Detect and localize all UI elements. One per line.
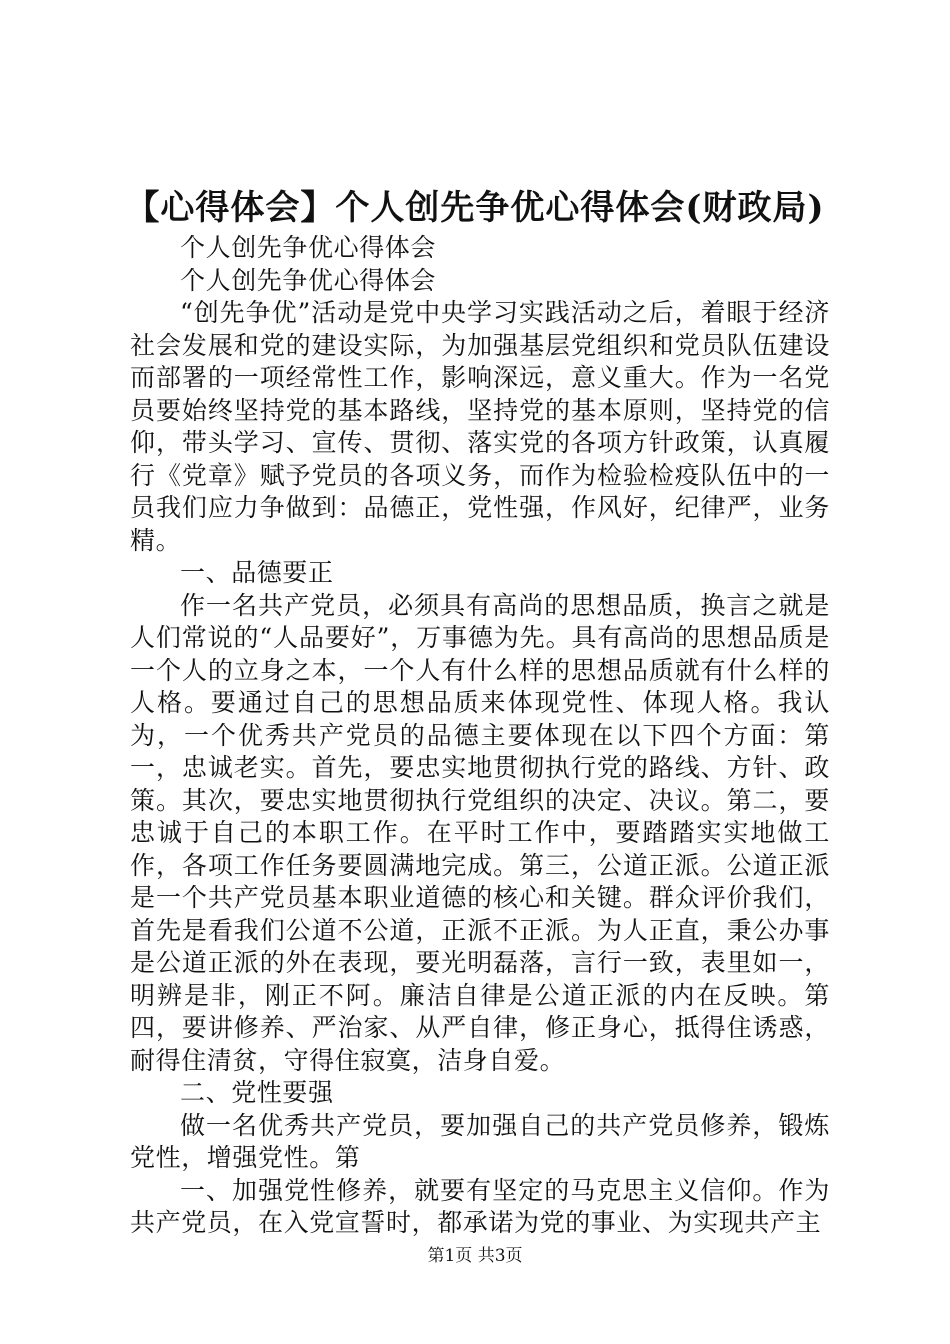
subtitle-paragraph: 个人创先争优心得体会	[180, 265, 437, 295]
intro-paragraph: “创先争优”活动是党中央学习实践活动之后，着眼于经济社会发展和党的建设实际，为加强基层党组织和党员队伍建设而部署的一项经常性工作，影响深远，意义重大。作为一名党员要始终坚持党的基本路线，坚持党的基本原则，坚持党的信仰，带头学习、宣传、贯彻、落实党的各项方针政策，认真履行《党章》赋予党员的各项义务，而作为检验检疫队伍中的一员我们应力争做到：品德正，党性强，作风好，纪律严，业务精。	[130, 298, 830, 555]
page-number-footer: 第1页 共3页	[427, 1246, 523, 1266]
section-2-subparagraph: 一、加强党性修养，就要有坚定的马克思主义信仰。作为共产党员，在入党宣誓时，都承诺为党的事业、为实现共产主	[130, 1175, 830, 1237]
document-body	[130, 232, 830, 1240]
section-1-paragraph: 作一名共产党员，必须具有高尚的思想品质，换言之就是人们常说的“人品要好”，万事德为先。具有高尚的思想品质是一个人的立身之本，一个人有什么样的思想品质就有什么样的人格。要通过自己的思想品质来体现党性、体现人格。我认为，一个优秀共产党员的品德主要体现在以下四个方面：第一，忠诚老实。首先，要忠实地贯彻执行党的路线、方针、政策。其次，要忠实地贯彻执行党组织的决定、决议。第二，要忠诚于自己的本职工作。在平时工作中，要踏踏实实地做工作，各项工作任务要圆满地完成。第三，公道正派。公道正派是一个共产党员基本职业道德的核心和关键。群众评价我们，首先是看我们公道不公道，正派不正派。为人正直，秉公办事是公道正派的外在表现，要光明磊落，言行一致，表里如一，明辨是非，刚正不阿。廉洁自律是公道正派的内在反映。第四，要讲修养、严治家、从严自律，修正身心，抵得住诱惑，耐得住清贫，守得住寂寞，洁身自爱。	[130, 590, 830, 1075]
section-heading-2: 二、党性要强	[180, 1078, 334, 1107]
section-heading-1: 一、品德要正	[180, 558, 334, 587]
subtitle-paragraph: 个人创先争优心得体会	[180, 233, 437, 262]
document-title: 【心得体会】个人创先争优心得体会(财政局)	[125, 188, 825, 228]
section-2-paragraph: 做一名优秀共产党员，要加强自己的共产党员修养，锻炼党性，增强党性。第	[130, 1110, 830, 1172]
